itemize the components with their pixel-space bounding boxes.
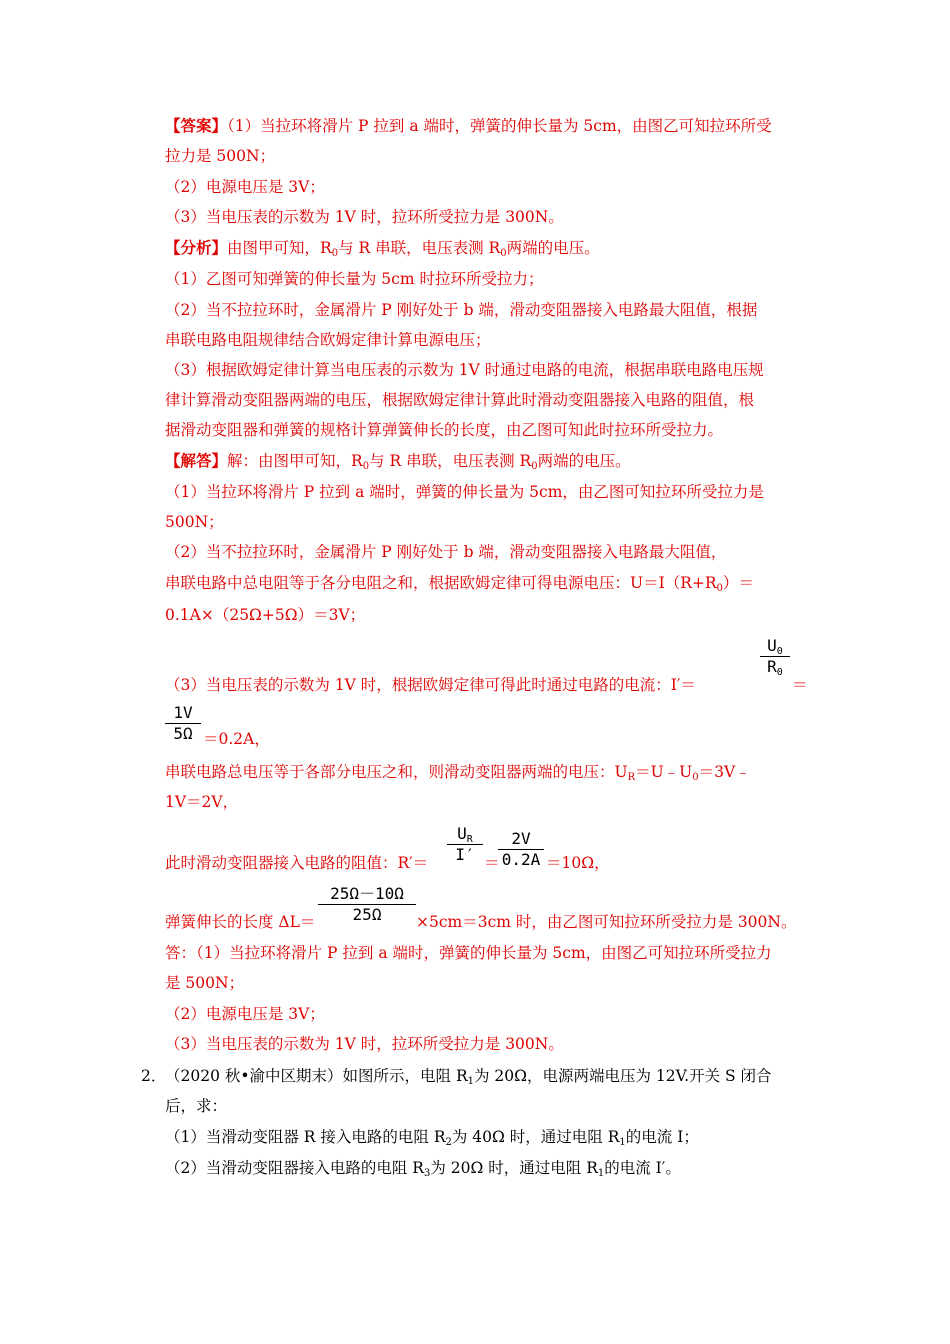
analysis-step-3c: 据滑动变阻器和弹簧的规格计算弹簧伸长的长度，由乙图可知此时拉环所受拉力。 [165,421,724,439]
solution-part-4a: 串联电路总电压等于各部分电压之和，则滑动变阻器两端的电压：$U_R=U﹣U_0=3V﹣$ [165,763,751,783]
answer-line-1b: 拉力是 500N； [165,147,276,165]
solution-part-2c: 0.1A×（25Ω+5Ω）＝3V； [165,606,366,624]
current-result: ＝0.2A， [203,730,270,748]
fraction-ur-over-i: $U_R$ I′ [447,824,483,865]
analysis-label: 【分析】 [165,238,228,257]
solution-part-4b: 1V＝2V， [165,793,239,811]
solution-part-1a: （1）当拉环将滑片 P 拉到 a 端时，弹簧的伸长量为 5cm，由乙图可知拉环所受拉力是 [165,483,764,501]
question-2-line-2: 后，求： [165,1097,228,1115]
answer-line-2: （2）电源电压是 3V； [165,178,325,196]
fraction-1v-over-5ohm: 1V 5Ω [165,703,201,744]
analysis-step-2a: （2）当不拉拉环时，金属滑片 P 刚好处于 b 端，滑动变阻器接入电路最大阻值，根据 [165,301,758,319]
equals-sign-2: ＝ [484,854,500,872]
resistance-result: ＝10Ω， [546,854,610,872]
solution-part-1b: 500N； [165,513,224,531]
question-2-sub-2: （2）当滑动变阻器接入电路的电阻 $R_3$为 20Ω 时，通过电阻 $R_1$的电流 I′。 [165,1159,681,1179]
equals-sign: ＝ [792,676,808,694]
solution-part-2b: 串联电路中总电阻等于各分电阻之和，根据欧姆定律可得电源电压：$U=I(R+R_0)=$ [165,574,754,594]
analysis-step-3a: （3）根据欧姆定律计算当电压表的示数为 1V 时通过电路的电流，根据串联电路电压规 [165,361,764,379]
answer-line-1: 【答案】（1）当拉环将滑片 P 拉到 a 端时，弹簧的伸长量为 5cm，由图乙可知拉环所受 [165,116,772,135]
final-answer-d: （3）当电压表的示数为 1V 时，拉环所受拉力是 300N。 [165,1035,564,1053]
final-answer-b: 是 500N； [165,974,245,992]
fraction-2v-over-02a: 2V 0.2A [498,829,544,870]
solution-part-5: 此时滑动变阻器接入电路的阻值：R′＝ [165,854,429,872]
solution-label: 【解答】 [165,451,228,470]
fraction-u0-over-r0: $U_0$ $R_0$ [760,636,790,677]
final-answer-c: （2）电源电压是 3V； [165,1005,325,1023]
question-2-sub-1: （1）当滑动变阻器 R 接入电路的电阻 $R_2$为 40Ω 时，通过电阻 $R_1$的电流 I； [165,1128,699,1148]
fraction-length-ratio: 25Ω－10Ω 25Ω [318,884,416,925]
length-result: ×5cm＝3cm 时，由乙图可知拉环所受拉力是 300N。 [416,913,797,931]
solution-part-6: 弹簧伸长的长度 ΔL＝ [165,913,316,931]
question-2-line-1: （2020 秋•渝中区期末）如图所示，电阻 $R_1$为 20Ω，电源两端电压为 12V.开关 S 闭合 [165,1067,772,1087]
final-answer-a: 答：（1）当拉环将滑片 P 拉到 a 端时，弹簧的伸长量为 5cm，由图乙可知拉环所受拉力 [165,944,772,962]
solution-intro: 【解答】解：由图甲可知，$R_0$与 R 串联，电压表测 $R_0$两端的电压。 [165,451,631,472]
solution-part-2a: （2）当不拉拉环时，金属滑片 P 刚好处于 b 端，滑动变阻器接入电路最大阻值， [165,543,727,561]
question-2-number: 2． [141,1067,167,1085]
answer-line-3: （3）当电压表的示数为 1V 时，拉环所受拉力是 300N。 [165,208,564,226]
solution-part-3a: （3）当电压表的示数为 1V 时，根据欧姆定律可得此时通过电路的电流：I′＝ [165,676,696,694]
analysis-step-1: （1）乙图可知弹簧的伸长量为 5cm 时拉环所受拉力； [165,270,544,288]
analysis-step-3b: 律计算滑动变阻器两端的电压，根据欧姆定律计算此时滑动变阻器接入电路的阻值，根 [165,391,755,409]
analysis-intro: 【分析】由图甲可知，$R_0$与 R 串联，电压表测 $R_0$两端的电压。 [165,238,600,259]
analysis-step-2b: 串联电路电阻规律结合欧姆定律计算电源电压； [165,331,491,349]
answer-label: 【答案】 [165,116,228,135]
